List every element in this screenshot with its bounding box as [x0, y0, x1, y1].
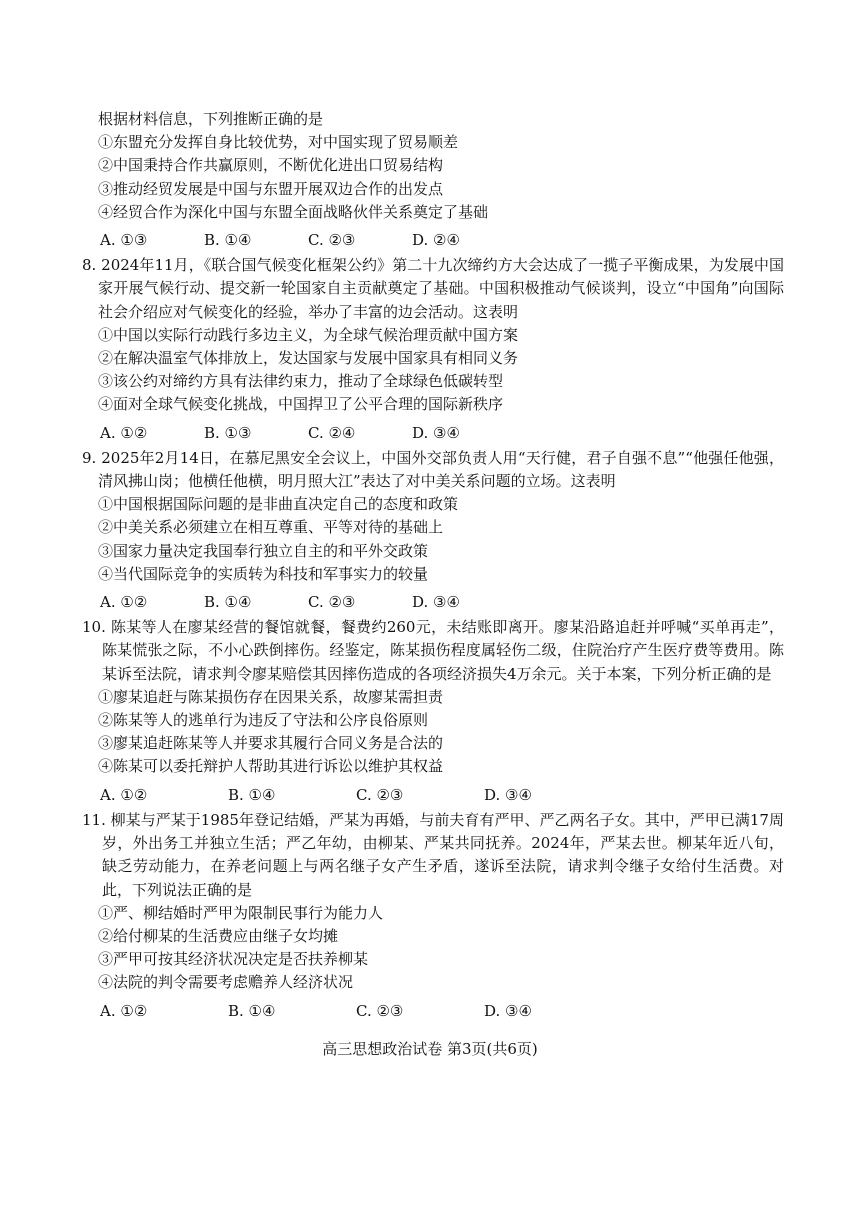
option-d: D. ③④	[484, 1001, 532, 1020]
option-d: D. ③④	[484, 785, 532, 804]
option-a: A. ①②	[100, 423, 148, 442]
option-d: D. ③④	[412, 423, 460, 442]
option-d: D. ②④	[412, 231, 460, 250]
question-11-stem: 11. 柳某与严某于1985年登记结婚，严某为再婚，与前夫育有严甲、严乙两名子女。其中，严甲已满17周岁，外出务工并独立生活；严乙年幼，由柳某、严某共同抚养。2024年，严某去世。柳某年近八旬，缺乏劳动能力，在养老问题上与两名继子女产生矛盾，遂诉至法院，请求判令继子女给付生活费。对此，下列说法正确的是	[82, 810, 784, 899]
question-10-options	[82, 784, 784, 807]
question-7-prompt: 根据材料信息，下列推断正确的是	[98, 110, 324, 128]
question-11-item-4: ④法院的判令需要考虑赡养人经济状况	[98, 973, 354, 992]
option-c: C. ②③	[308, 593, 356, 612]
question-7-item-2: ②中国秉持合作共赢原则，不断优化进出口贸易结构	[98, 156, 444, 175]
question-9-item-2: ②中美关系必须建立在相互尊重、平等对待的基础上	[98, 518, 444, 537]
question-10-stem: 10. 陈某等人在廖某经营的餐馆就餐，餐费约260元，未结账即离开。廖某沿路追赶并呼喊“买单再走”，陈某慌张之际，不小心跌倒摔伤。经鉴定，陈某损伤程度属轻伤二级，住院治疗产生医疗费等费用。陈某诉至法院，请求判令廖某赔偿其因摔伤造成的各项经济损失4万余元。关于本案，下列分析正确的是	[82, 618, 784, 683]
question-8-options	[82, 422, 784, 445]
question-8-item-3: ③该公约对缔约方具有法律约束力，推动了全球绿色低碳转型	[98, 372, 504, 391]
question-10-item-3: ③廖某追赶陈某等人并要求其履行合同义务是合法的	[98, 734, 444, 753]
option-c: C. ②③	[356, 1001, 404, 1020]
question-8-item-2: ②在解决温室气体排放上，发达国家与发展中国家具有相同义务	[98, 349, 519, 368]
question-11-item-3: ③严甲可按其经济状况决定是否扶养柳某	[98, 950, 369, 969]
question-7	[82, 108, 784, 252]
question-10-item-2: ②陈某等人的逃单行为违反了守法和公序良俗原则	[98, 711, 429, 730]
question-10	[82, 616, 784, 807]
question-7-options	[82, 229, 784, 252]
question-8	[82, 254, 784, 445]
question-10-item-1: ①廖某追赶与陈某损伤存在因果关系，故廖某需担责	[98, 687, 444, 706]
question-10-item-4: ④陈某可以委托辩护人帮助其进行诉讼以维护其权益	[98, 757, 444, 776]
question-9-item-1: ①中国根据国际问题的是非曲直决定自己的态度和政策	[98, 495, 459, 514]
question-7-item-3: ③推动经贸发展是中国与东盟开展双边合作的出发点	[98, 179, 444, 198]
question-11-item-2: ②给付柳某的生活费应由继子女均摊	[98, 926, 339, 945]
question-9-options	[82, 591, 784, 614]
option-c: C. ②④	[308, 423, 356, 442]
question-11	[82, 809, 784, 1023]
page-footer: 高三思想政治试卷 第3页(共6页)	[322, 1040, 538, 1058]
question-11-options	[82, 1000, 784, 1023]
option-b: B. ①④	[204, 593, 252, 612]
question-11-item-1: ①严、柳结婚时严甲为限制民事行为能力人	[98, 903, 384, 922]
question-9	[82, 447, 784, 614]
option-c: C. ②③	[308, 231, 356, 250]
question-9-stem: 9. 2025年2月14日，在慕尼黑安全会议上，中国外交部负责人用“天行健，君子自强不息”“他强任他强，清风拂山岗；他横任他横，明月照大江”表达了对中美关系问题的立场。这表明	[82, 448, 784, 491]
option-a: A. ①③	[100, 231, 148, 250]
question-9-item-3: ③国家力量决定我国奉行独立自主的和平外交政策	[98, 541, 429, 560]
option-a: A. ①②	[100, 593, 148, 612]
option-b: B. ①④	[228, 785, 276, 804]
option-b: B. ①④	[228, 1001, 276, 1020]
question-7-item-1: ①东盟充分发挥自身比较优势，对中国实现了贸易顺差	[98, 133, 459, 152]
questions-body	[82, 108, 784, 1025]
option-a: A. ①②	[100, 1001, 148, 1020]
question-8-stem: 8. 2024年11月，《联合国气候变化框架公约》第二十九次缔约方大会达成了一揽子平衡成果，为发展中国家开展气候行动、提交新一轮国家自主贡献奠定了基础。中国积极推动气候谈判，设立“中国角”向国际社会介绍应对气候变化的经验，举办了丰富的边会活动。这表明	[82, 256, 784, 321]
option-b: B. ①③	[204, 423, 252, 442]
option-d: D. ③④	[412, 593, 460, 612]
option-b: B. ①④	[204, 231, 252, 250]
question-8-item-1: ①中国以实际行动践行多边主义，为全球气候治理贡献中国方案	[98, 325, 519, 344]
question-7-item-4: ④经贸合作为深化中国与东盟全面战略伙伴关系奠定了基础	[98, 202, 489, 221]
question-8-item-4: ④面对全球气候变化挑战，中国捍卫了公平合理的国际新秩序	[98, 395, 504, 414]
option-c: C. ②③	[356, 785, 404, 804]
question-9-item-4: ④当代国际竞争的实质转为科技和军事实力的较量	[98, 564, 429, 583]
option-a: A. ①②	[100, 785, 148, 804]
